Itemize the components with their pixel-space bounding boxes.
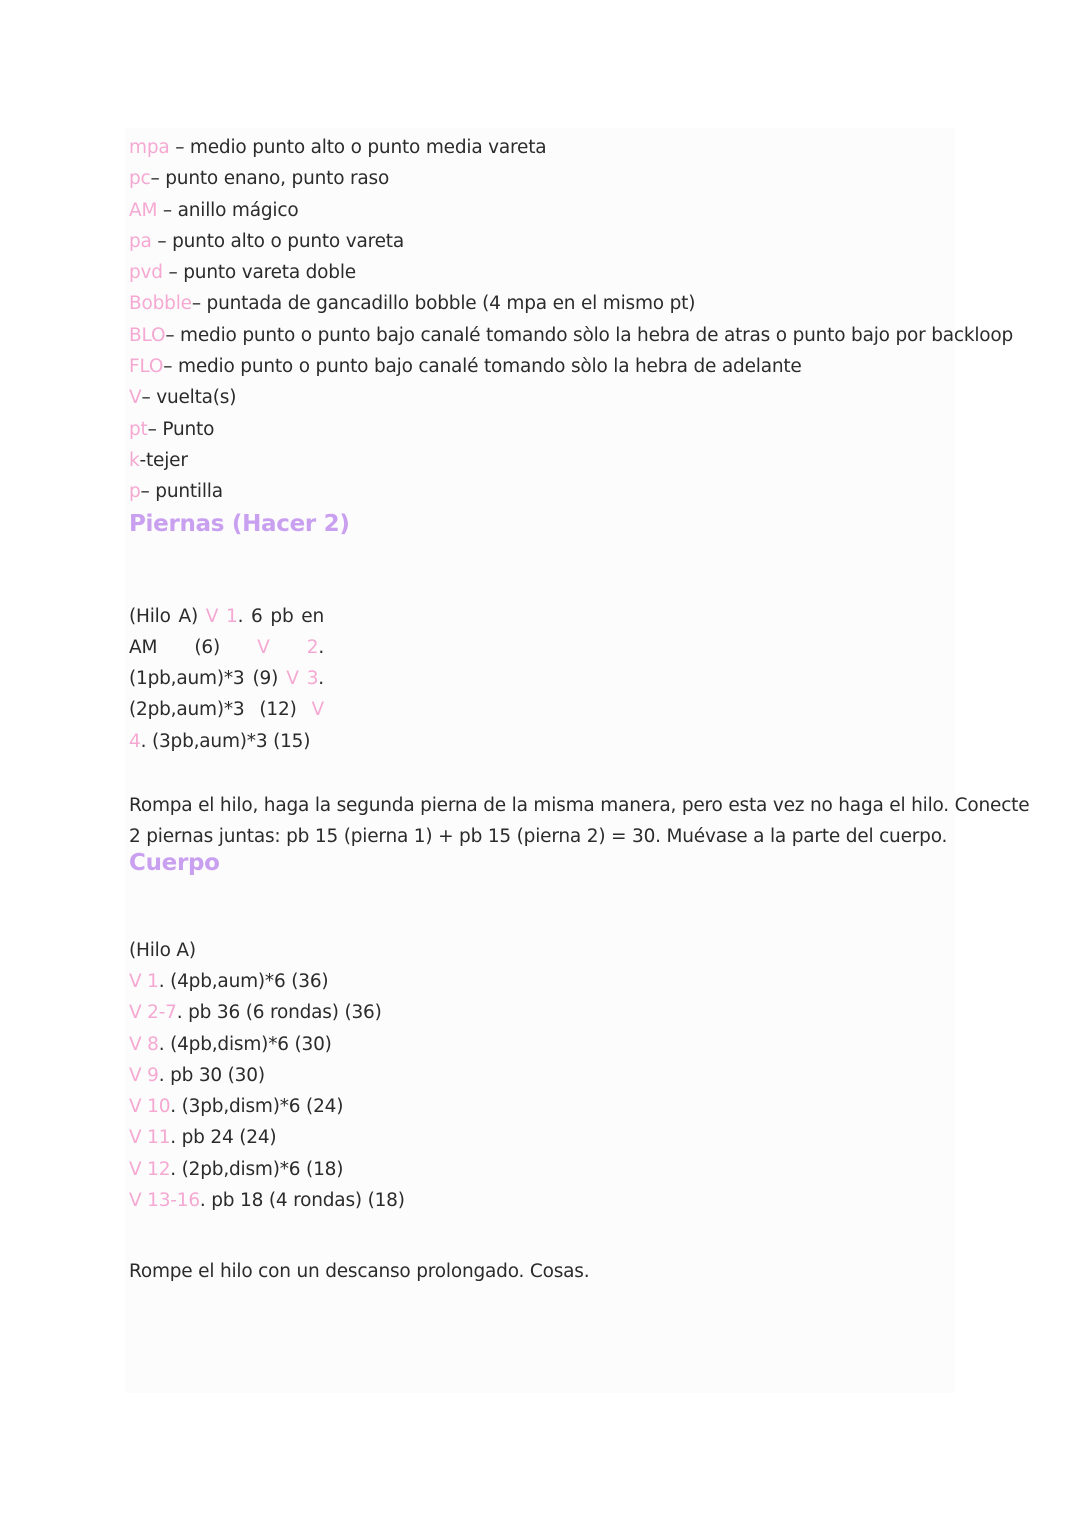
abbreviation-item xyxy=(129,195,1039,226)
abbreviation-code: p xyxy=(129,481,141,503)
legs-round-line xyxy=(129,694,324,725)
abbreviation-code: BLO xyxy=(129,324,166,346)
abbreviation-item xyxy=(129,382,1039,413)
round-text: . (2pb,dism)*6 (18) xyxy=(170,1158,344,1180)
body-intro: (Hilo A) xyxy=(129,939,196,961)
round-text: . (3pb,dism)*6 (24) xyxy=(170,1096,344,1118)
round-text: . (4pb,aum)*6 (36) xyxy=(158,970,329,992)
round-text: . (3pb,aum)*3 (15) xyxy=(140,730,311,752)
abbreviation-list xyxy=(129,132,1039,508)
round-text: . pb 36 (6 rondas) (36) xyxy=(176,1002,382,1024)
round-text: (2pb,aum)*3 (12) xyxy=(129,699,312,721)
abbreviation-definition: – punto vareta doble xyxy=(162,262,356,284)
round-label: V 12 xyxy=(129,1158,171,1180)
legs-round-line xyxy=(129,601,324,632)
abbreviation-item xyxy=(129,132,1039,163)
round-text: . xyxy=(318,636,324,658)
round-label: V 8 xyxy=(129,1033,159,1055)
round-label: V 13-16 xyxy=(129,1190,200,1212)
round-label: V 3 xyxy=(286,668,319,690)
abbreviation-definition: – medio punto alto o punto media vareta xyxy=(169,137,547,158)
abbreviation-definition: – medio punto o punto bajo canalé tomando sòlo la hebra de adelante xyxy=(163,356,802,378)
round-label: V 2-7 xyxy=(129,1002,177,1024)
legs-round-line xyxy=(129,632,324,663)
abbreviation-item xyxy=(129,257,1039,288)
abbreviation-item xyxy=(129,163,1039,194)
abbreviation-item xyxy=(129,476,1039,507)
abbreviation-item xyxy=(129,288,1039,319)
abbreviation-code: AM xyxy=(129,199,158,221)
round-label: V xyxy=(311,699,324,721)
round-text: . pb 18 (4 rondas) (18) xyxy=(199,1190,405,1212)
abbreviation-definition: – vuelta(s) xyxy=(141,387,237,409)
legs-note: Rompa el hilo, haga la segunda pierna de la misma manera, pero esta vez no haga el hilo. Conecte 2 piernas juntas: pb 15 (pierna 1) + pb 15 (pierna 2) = 30. Muévase a la parte del cuerpo. xyxy=(129,795,1030,848)
round-text: . (4pb,dism)*6 (30) xyxy=(158,1033,332,1055)
abbreviation-definition: – puntilla xyxy=(140,481,223,503)
abbreviation-item xyxy=(129,351,1039,382)
abbreviation-code: FLO xyxy=(129,356,164,378)
body-heading: Cuerpo xyxy=(129,849,220,876)
body-round-line xyxy=(129,1122,1039,1153)
round-text: . 6 pb en xyxy=(237,605,324,627)
body-round-line xyxy=(129,966,1039,997)
round-text: . xyxy=(318,668,324,690)
abbreviation-code: k xyxy=(129,449,140,471)
abbreviation-code: mpa xyxy=(129,137,170,158)
round-text: (1pb,aum)*3 (9) xyxy=(129,668,287,690)
abbreviation-definition: – anillo mágico xyxy=(157,199,299,221)
abbreviation-item xyxy=(129,320,1039,351)
body-round-line xyxy=(129,997,1039,1028)
round-label: V 11 xyxy=(129,1127,171,1149)
round-text: . pb 24 (24) xyxy=(170,1127,277,1149)
body-round-line xyxy=(129,1060,1039,1091)
abbreviation-item xyxy=(129,414,1039,445)
body-round-line xyxy=(129,1154,1039,1185)
body-closing: Rompe el hilo con un descanso prolongado. Cosas. xyxy=(129,1261,590,1283)
abbreviation-definition: – medio punto o punto bajo canalé tomando sòlo la hebra de atras o punto bajo por backloop xyxy=(165,324,1014,346)
round-label: 4 xyxy=(129,730,141,752)
abbreviation-code: pc xyxy=(129,168,151,190)
abbreviation-code: pt xyxy=(129,418,148,440)
body-rounds xyxy=(129,966,1039,1216)
legs-heading: Piernas (Hacer 2) xyxy=(129,510,350,537)
abbreviation-code: pa xyxy=(129,230,152,252)
abbreviation-code: pvd xyxy=(129,262,163,284)
abbreviation-definition: – punto enano, punto raso xyxy=(150,168,390,190)
abbreviation-item xyxy=(129,445,1039,476)
abbreviation-definition: – punto alto o punto vareta xyxy=(151,230,404,252)
legs-round-line xyxy=(129,726,324,757)
round-text: AM (6) xyxy=(129,636,258,658)
abbreviation-definition: – Punto xyxy=(147,418,215,440)
legs-round-line xyxy=(129,663,324,694)
round-text: (Hilo A) xyxy=(129,605,206,627)
abbreviation-definition: – puntada de gancadillo bobble (4 mpa en el mismo pt) xyxy=(191,293,696,315)
round-label: V 2 xyxy=(257,636,319,658)
round-label: V 10 xyxy=(129,1096,171,1118)
abbreviation-definition: -tejer xyxy=(139,449,188,471)
round-label: V 1 xyxy=(129,970,159,992)
body-round-line xyxy=(129,1185,1039,1216)
pattern-content xyxy=(129,132,1039,1288)
legs-rounds xyxy=(129,601,1039,757)
round-text: . pb 30 (30) xyxy=(158,1064,265,1086)
abbreviation-item xyxy=(129,226,1039,257)
body-round-line xyxy=(129,1029,1039,1060)
round-label: V 9 xyxy=(129,1064,159,1086)
round-label: V 1 xyxy=(205,605,238,627)
body-round-line xyxy=(129,1091,1039,1122)
abbreviation-code: V xyxy=(129,387,142,409)
abbreviation-code: Bobble xyxy=(129,293,192,315)
